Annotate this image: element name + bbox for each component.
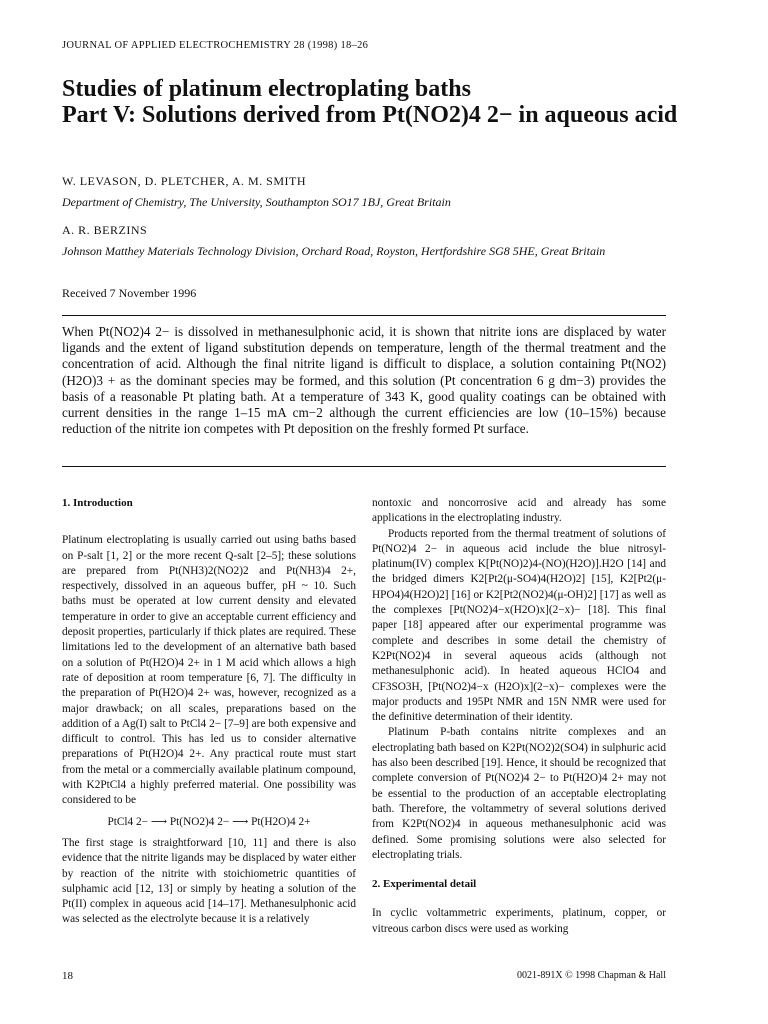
received-date: Received 7 November 1996 [62, 286, 197, 300]
paragraph: Platinum P-bath contains nitrite complexes and an electroplating bath based on K2Pt(NO2)2(SO4) in sulphuric acid has also been described [19]. Hence, it should be recognized that complete conversion of Pt(NO2)4 2− to Pt(H2O)4 2+ may not be essential to the production of an acceptable electroplating bath. Therefore, the voltammetry of several solutions derived from K2Pt(NO2)4 in aqueous methanesulphonic acid was defined. Some promising solutions were also selected for electroplating trials. [372, 726, 666, 861]
page-number: 18 [62, 970, 73, 982]
article-title [62, 76, 722, 128]
copyright-notice: 0021-891X © 1998 Chapman & Hall [517, 970, 666, 981]
journal-header: JOURNAL OF APPLIED ELECTROCHEMISTRY 28 (1998) 18–26 [62, 40, 369, 51]
affiliation-2: Johnson Matthey Materials Technology Division, Orchard Road, Royston, Hertfordshire SG8 5HE, Great Britain [62, 244, 606, 258]
section-heading-experimental: 2. Experimental detail [372, 878, 477, 891]
paragraph: The first stage is straightforward [10, 11] and there is also evidence that the nitrite ligands may be displaced by water either by reaction of the nitrite with stoichiometric quantities of sulphamic acid [12, 13] or simply by heating a solution of the Pt(II) complex in aqueous acid [14–17]. Methanesulphonic acid was selected as the electrolyte because it is a relatively [62, 836, 356, 926]
paragraph: Platinum electroplating is usually carried out using baths based on P-salt [1, 2] or the more recent Q-salt [2–5]; these solutions are prepared from Pt(NH3)2(NO2)2 and Pt(NH3)4 2+, respectively, dissolved in an aqueous buffer, pH ~ 10. Such baths must be operated at low current density and elevated temperature in order to give an acceptable current efficiency and deposit properties, particularly if thick plates are required. These limitations led to the development of an alternative bath based on a solution of Pt(H2O)4 2+ in 1 M acid which allows a high rate of deposition at room temperature [6, 7]. The difficulty in the preparation of Pt(H2O)4 2+ was, however, recognized as a major drawback; on all scales, preparations based on the addition of a Ag(I) salt to PtCl4 2− [7–9] are both expensive and difficult to control. This has led us to consider alternative preparations of Pt(H2O)4 2+. Any practical route must start from the metal or a commercially available platinum compound, with K2PtCl4 a highly preferred material. One possibility was considered to be [62, 534, 356, 807]
abstract-bottom-rule [62, 466, 666, 467]
abstract: When Pt(NO2)4 2− is dissolved in methanesulphonic acid, it is shown that nitrite ions are displaced by water ligands and the extent of ligand substitution depends on temperature, length of the thermal treatment and the concentration of acid. Although the final nitrite ligand is difficult to displace, a solution containing Pt(NO2)(H2O)3 + as the dominant species may be formed, and this solution (Pt concentration 6 g dm−3) provides the basis of a reasonable Pt plating bath. At a temperature of 343 K, good quality coatings can be obtained with current densities in the range 1–15 mA cm−2 although the current efficiencies are low (10–15%) because reduction of the nitrite ion competes with Pt deposition on the freshly formed Pt surface. [62, 324, 666, 437]
abstract-top-rule [62, 315, 666, 316]
equation: PtCl4 2− ⟶ Pt(NO2)4 2− ⟶ Pt(H2O)4 2+ [107, 815, 311, 828]
title-line-1: Studies of platinum electroplating baths [62, 76, 471, 102]
paragraph: Products reported from the thermal treatment of solutions of Pt(NO2)4 2− in aqueous acid include the blue nitrosyl-platinum(IV) complex K[Pt(NO)2)4-(NO)(H2O)].H2O [14] and the bridged dimers K2[Pt2(μ-SO4)4(H2O)2] [15], K2[Pt2(μ-HPO4)4(H2O)2] [16] or K2[Pt2(NO2)4(μ-OH)2] [17] as well as the complexes [Pt(NO2)4−x(H2O)x](2−x)− [18]. This final paper [18] appeared after our experimental programme was complete and describes in some detail the chemistry of K2Pt(NO2)4 in several aqueous acids (although not methanesulphonic acid). In heated aqueous HClO4 and CF3SO3H, [Pt(NO2)4−x (H2O)x](2−x)− complexes were the major products and 195Pt NMR and 15N NMR were used for the definitive determination of their identity. [372, 527, 666, 724]
author-list-1: W. LEVASON, D. PLETCHER, A. M. SMITH [62, 174, 307, 188]
affiliation-1: Department of Chemistry, The University, Southampton SO17 1BJ, Great Britain [62, 195, 451, 209]
left-column [62, 496, 356, 928]
section-heading-introduction: 1. Introduction [62, 497, 133, 509]
author-list-2: A. R. BERZINS [62, 223, 148, 237]
paragraph: In cyclic voltammetric experiments, platinum, copper, or vitreous carbon discs were used as working [372, 907, 666, 935]
right-column [372, 496, 666, 937]
paragraph: nontoxic and noncorrosive acid and already has some applications in the electroplating industry. [372, 497, 666, 525]
title-line-2: Part V: Solutions derived from Pt(NO2)4 2− in aqueous acid [62, 102, 678, 128]
